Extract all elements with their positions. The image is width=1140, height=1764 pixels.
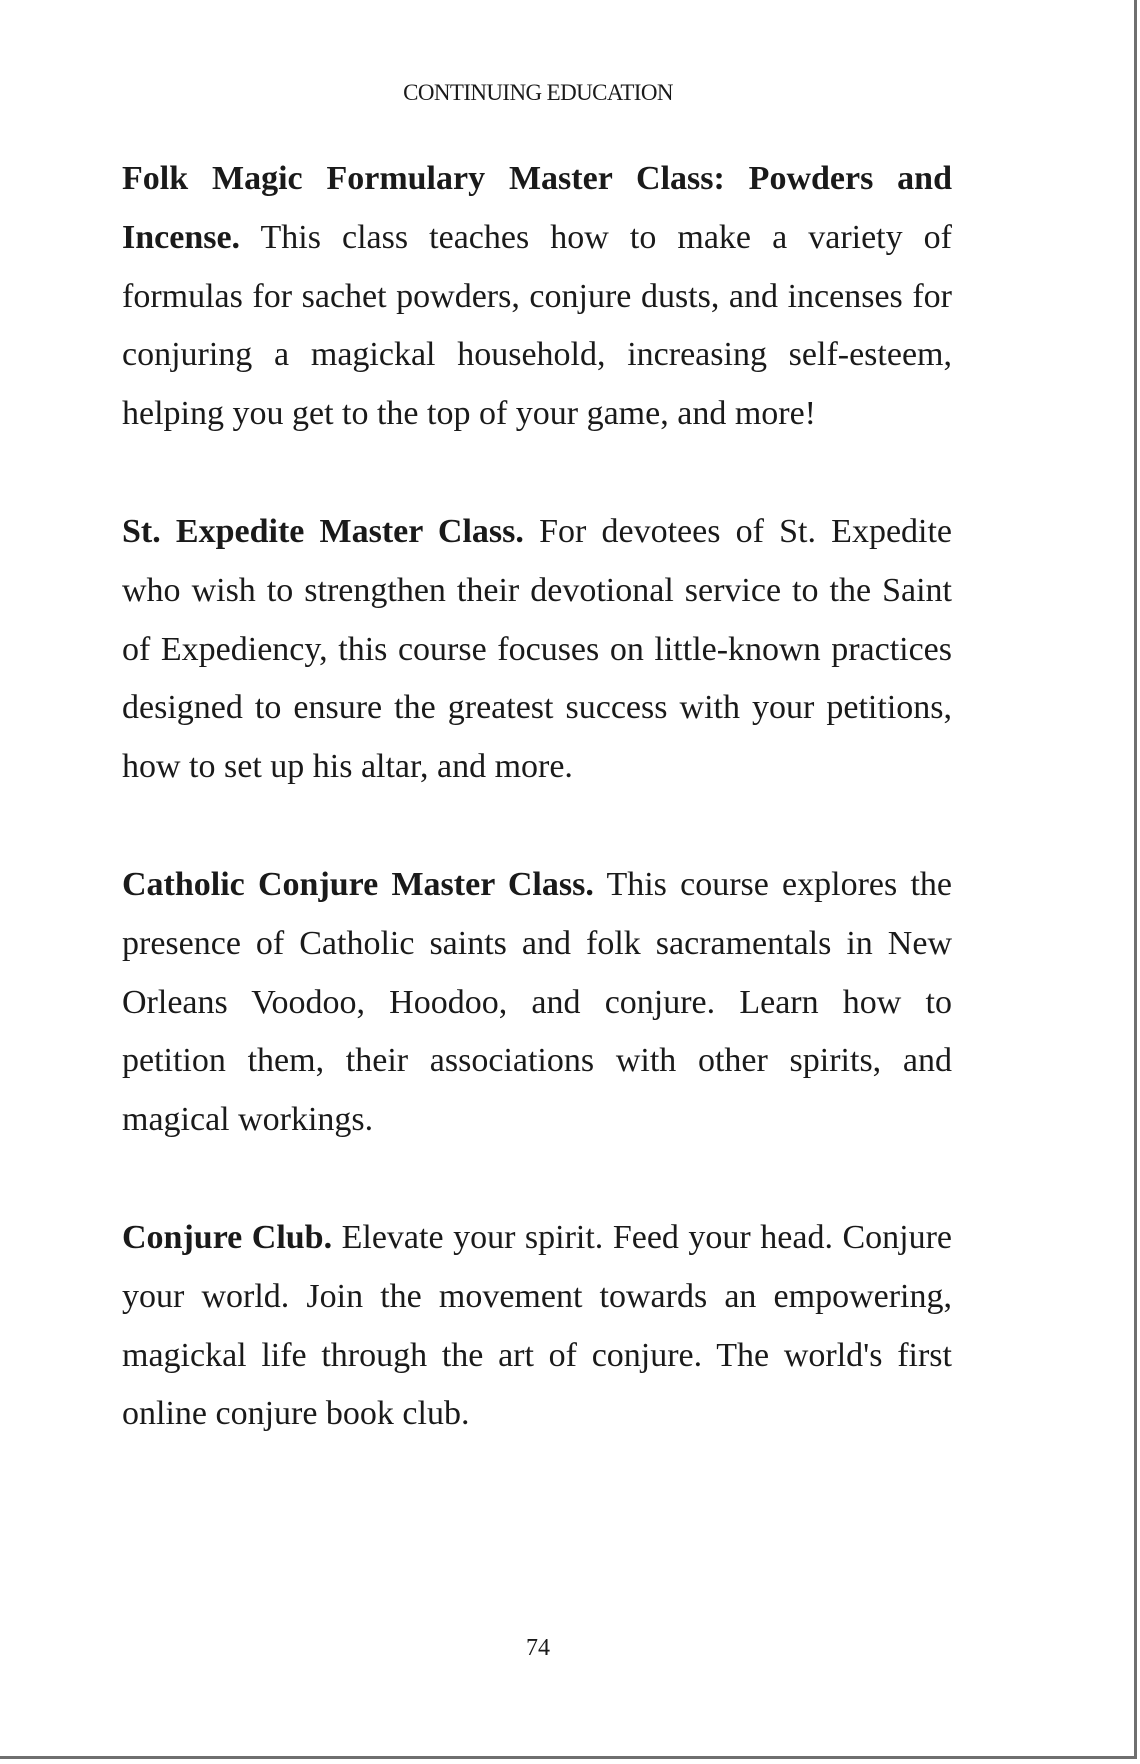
course-description: For devotees of St. Expedite who wish to strengthen their devotional service to the Saint of Expediency, this course focuses on little-known practices designed to ensure the greatest success with your petitions, how to set up his altar, and more. bbox=[122, 512, 953, 786]
course-entry-conjure-club bbox=[122, 1209, 952, 1444]
page-number: 74 bbox=[526, 1635, 550, 1661]
course-entry-st-expedite bbox=[122, 503, 952, 797]
course-title: Catholic Conjure Master Class. bbox=[122, 865, 594, 903]
course-title: St. Expedite Master Class. bbox=[122, 512, 524, 550]
course-description: This course explores the presence of Catholic saints and folk sacramentals in New Orleans Voodoo, Hoodoo, and conjure. Learn how to petition them, their associations with other spirits, and magical workings. bbox=[122, 865, 952, 1139]
course-title: Conjure Club. bbox=[122, 1218, 333, 1256]
course-entry-catholic-conjure bbox=[122, 856, 952, 1150]
page-body bbox=[122, 150, 952, 1503]
course-entry-folk-magic-formulary bbox=[122, 150, 952, 444]
running-header: CONTINUING EDUCATION bbox=[403, 80, 673, 105]
course-title: Folk Magic Formulary Master Class: Powders and Incense. bbox=[122, 160, 952, 256]
course-description: This class teaches how to make a variety of formulas for sachet powders, conjure dusts, and incenses for conjuring a magickal household, increasing self-esteem, helping you get to the top of your game, and more! bbox=[122, 218, 953, 433]
course-description: Elevate your spirit. Feed your head. Conjure your world. Join the movement towards an empowering, magickal life through the art of conjure. The world's first online conjure book club. bbox=[122, 1218, 952, 1433]
